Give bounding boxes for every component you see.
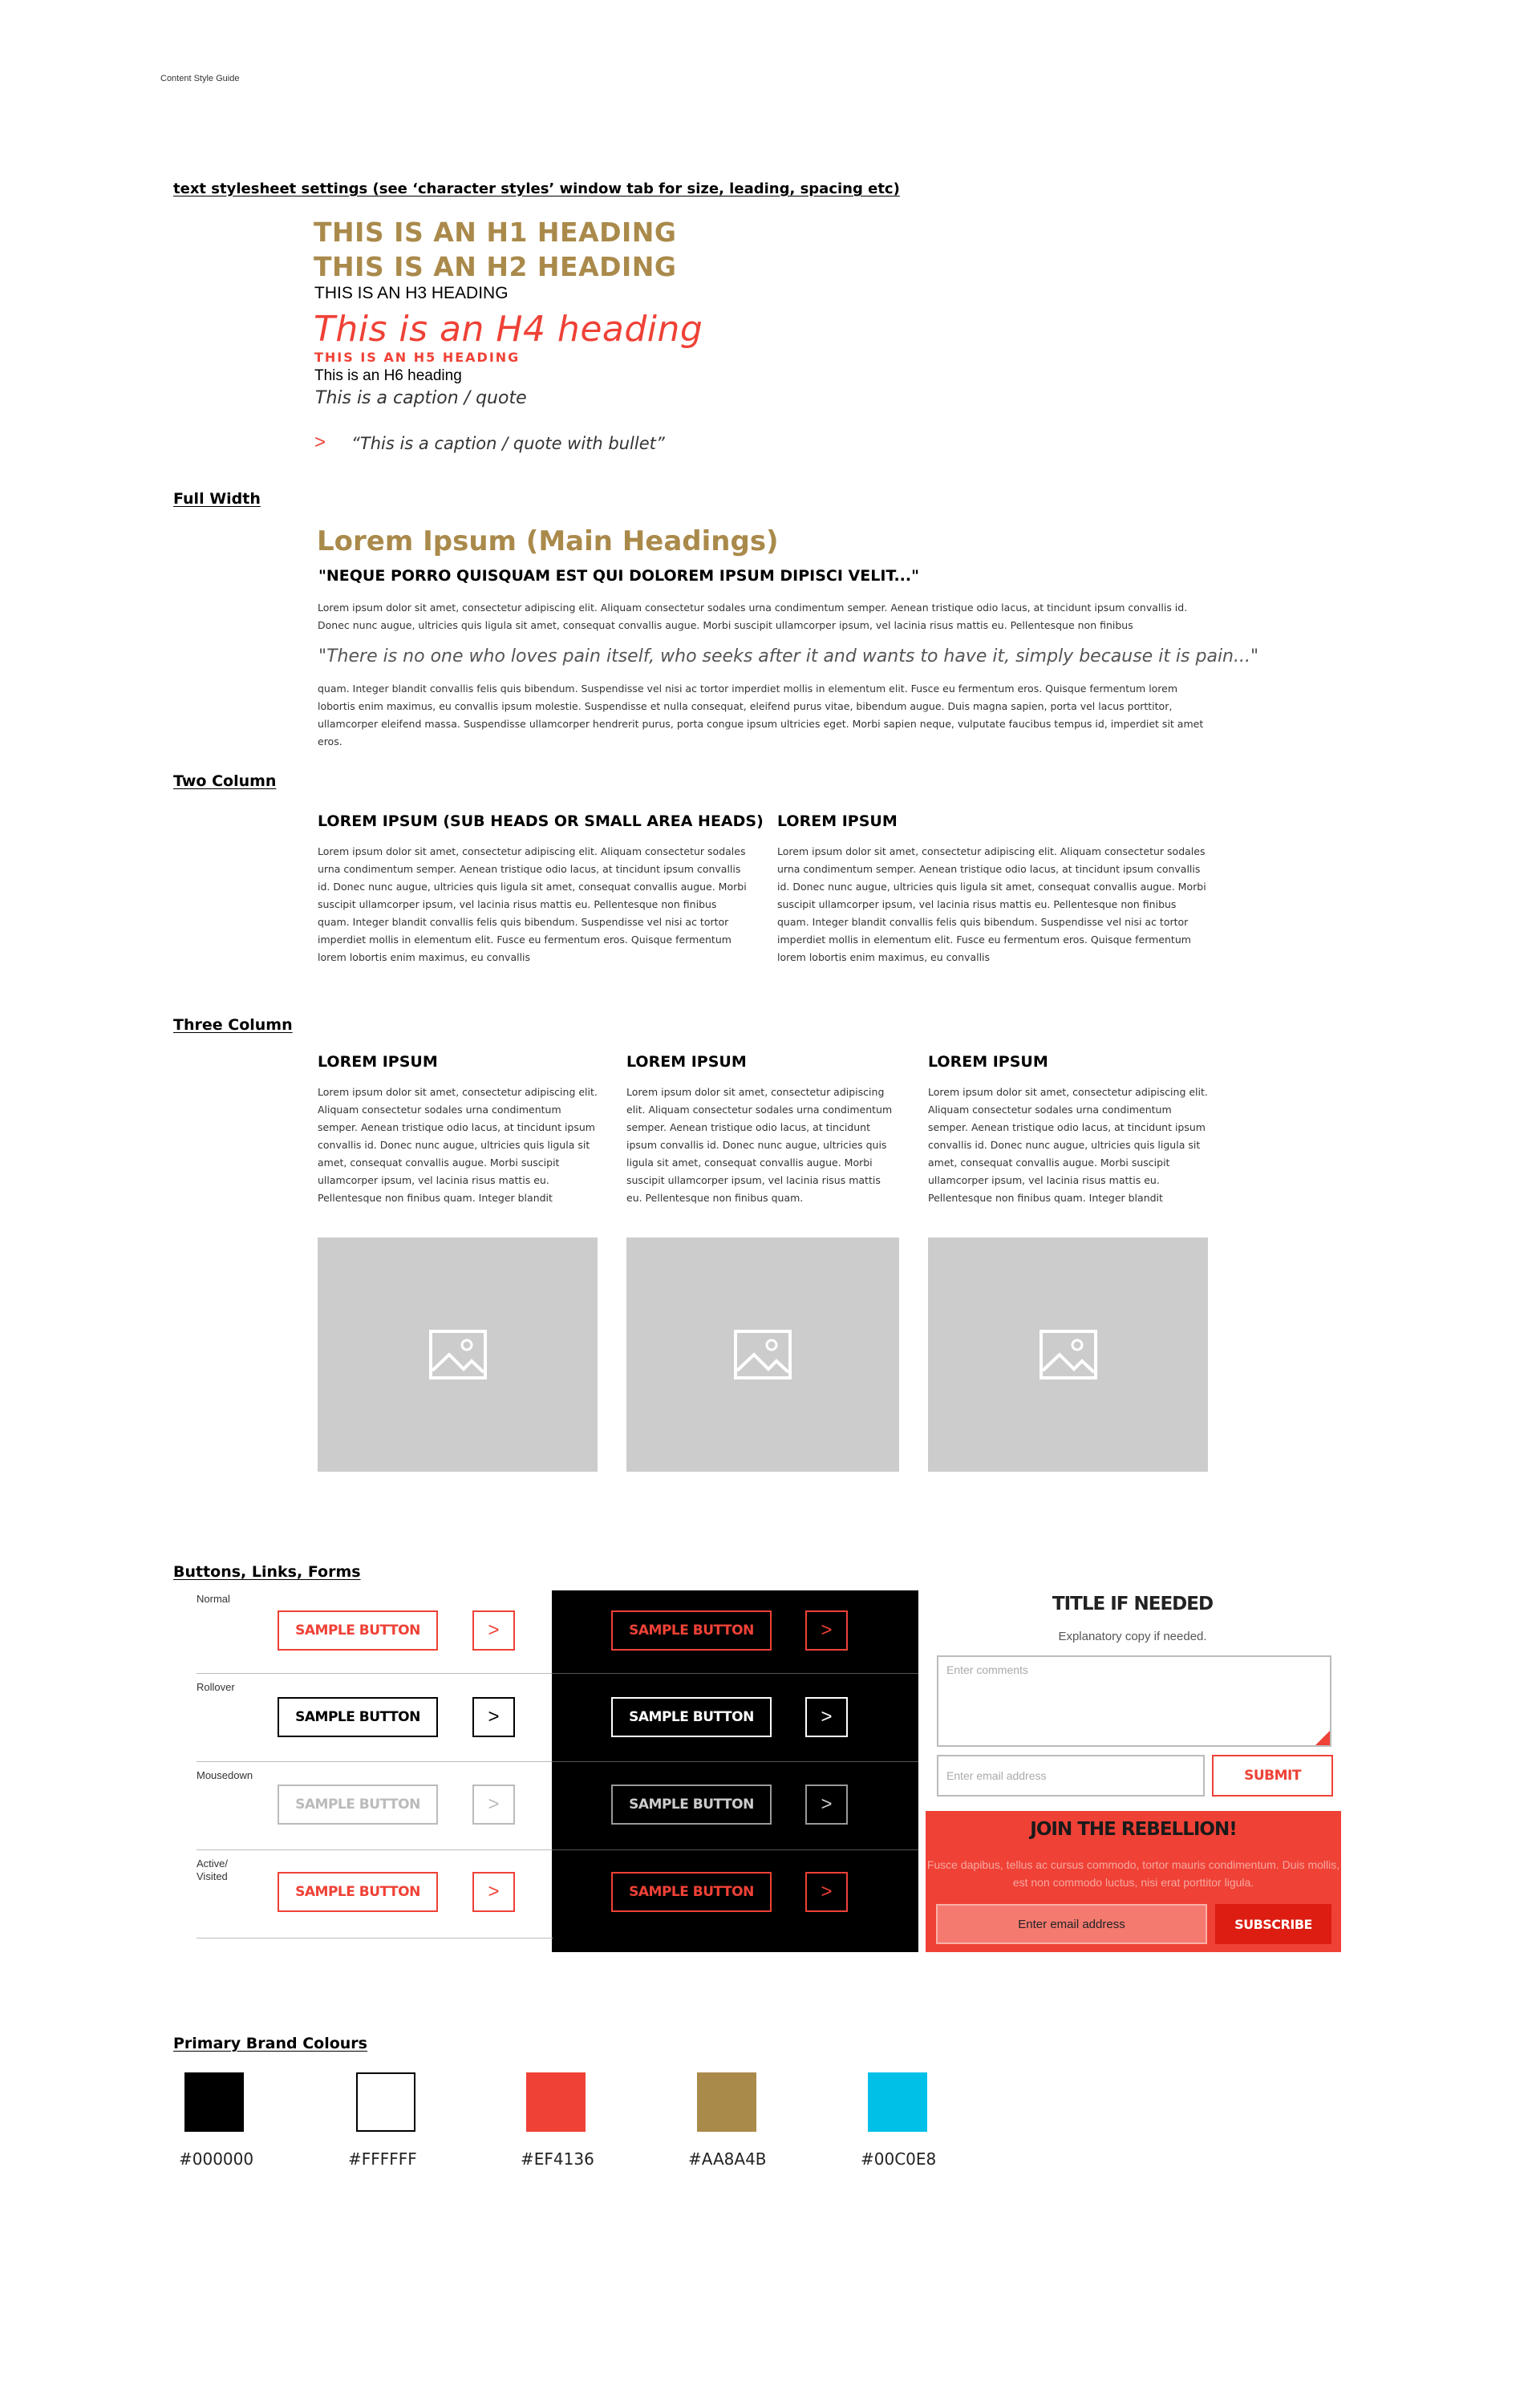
caption-sample: This is a caption / quote xyxy=(315,388,527,408)
sub-quote: "NEQUE PORRO QUISQUAM EST QUI DOLOREM IPSUM DIPISCI VELIT..." xyxy=(318,567,920,585)
column-text: Lorem ipsum dolor sit amet, consectetur adipiscing elit. Aliquam consectetur sodales urna condimentum semper. Aenean tristique odio lacus, at tincidunt ipsum convallis id. Donec nunc augue, ultricies quis ligula sit amet, consequat convallis augue. Morbi suscipit ullamcorper ipsum, vel lacinia risus mattis eu. Pellentesque non finibus quam. xyxy=(626,1086,893,1204)
comments-textarea[interactable] xyxy=(937,1655,1331,1747)
image-placeholder xyxy=(318,1238,598,1472)
email-field[interactable] xyxy=(937,1755,1205,1797)
swatch-label: #000000 xyxy=(179,2149,254,2169)
swatch-white xyxy=(356,2072,415,2132)
main-heading: Lorem Ipsum (Main Headings) xyxy=(317,525,779,557)
divider xyxy=(552,1673,918,1674)
sample-button-mousedown[interactable]: SAMPLE BUTTON xyxy=(278,1784,438,1825)
arrow-button-normal[interactable]: > xyxy=(472,1610,515,1651)
arrow-button-dark-rollover[interactable]: > xyxy=(805,1697,848,1737)
submit-button[interactable]: SUBMIT xyxy=(1212,1755,1333,1797)
image-placeholder-icon xyxy=(428,1329,488,1380)
swatch-label: #EF4136 xyxy=(521,2149,594,2169)
state-label-active: Active/ Visited xyxy=(197,1857,229,1882)
swatch-label: #FFFFFF xyxy=(348,2149,417,2169)
h6-sample: This is an H6 heading xyxy=(314,367,462,384)
swatch-gold xyxy=(697,2072,756,2132)
section-label-two-column: Two Column xyxy=(173,772,277,790)
section-label-brand-colours: Primary Brand Colours xyxy=(173,2035,367,2052)
image-placeholder-icon xyxy=(1039,1329,1098,1380)
h1-sample: THIS IS AN H1 HEADING xyxy=(314,217,677,248)
state-label-mousedown: Mousedown xyxy=(197,1769,253,1781)
arrow-button-dark-normal[interactable]: > xyxy=(805,1610,848,1651)
newsletter-title: JOIN THE REBELLION! xyxy=(1030,1819,1237,1840)
guide-title: Content Style Guide xyxy=(160,74,240,83)
bullet-chevron-icon: > xyxy=(314,431,326,453)
h4-sample: This is an H4 heading xyxy=(314,309,703,350)
image-placeholder-icon xyxy=(733,1329,792,1380)
sample-button-dark-rollover[interactable]: SAMPLE BUTTON xyxy=(611,1697,772,1737)
sample-button-active[interactable]: SAMPLE BUTTON xyxy=(278,1872,438,1912)
h3-sample: THIS IS AN H3 HEADING xyxy=(314,284,509,302)
form-copy: Explanatory copy if needed. xyxy=(1058,1630,1207,1643)
swatch-black xyxy=(184,2072,244,2132)
state-label-rollover: Rollover xyxy=(197,1681,235,1693)
divider xyxy=(197,1673,553,1674)
swatch-cyan xyxy=(868,2072,927,2132)
image-placeholder xyxy=(626,1238,899,1472)
image-placeholder xyxy=(928,1238,1208,1472)
comments-placeholder: Enter comments xyxy=(946,1663,1028,1676)
column-heading: LOREM IPSUM xyxy=(777,812,898,830)
column-text: Lorem ipsum dolor sit amet, consectetur adipiscing elit. Aliquam consectetur sodales urna condimentum semper. Aenean tristique odio lacus, at tincidunt ipsum convallis id. Donec nunc augue, ultricies quis ligula sit amet, consequat convallis augue. Morbi suscipit ullamcorper ipsum, vel lacinia risus mattis eu. Pellentesque non finibus quam. Integer blandit convallis felis quis bibendum. Suspendisse vel nisi ac tortor imperdiet mollis in elementum elit. Fusce eu fermentum eros. Quisque fermentum lorem lobortis enim maximus, eu convallis xyxy=(318,845,747,963)
sample-button-normal[interactable]: SAMPLE BUTTON xyxy=(278,1610,438,1651)
h2-sample: THIS IS AN H2 HEADING xyxy=(314,251,677,282)
column-heading: LOREM IPSUM xyxy=(626,1053,747,1071)
form-title: TITLE IF NEEDED xyxy=(1052,1594,1214,1614)
divider xyxy=(552,1849,918,1850)
newsletter-email-placeholder: Enter email address xyxy=(1018,1917,1125,1931)
divider xyxy=(197,1761,553,1762)
sample-button-dark-active[interactable]: SAMPLE BUTTON xyxy=(611,1872,772,1912)
state-label-normal: Normal xyxy=(197,1593,230,1605)
body-paragraph: quam. Integer blandit convallis felis quis bibendum. Suspendisse vel nisi ac tortor imperdiet mollis in elementum elit. Fusce eu fermentum eros. Quisque fermentum lorem lobortis enim maximus, eu convallis ipsum molestie. Suspendisse et nulla consequat, eleifend purus vitae, bibendum augue. Duis magna sapien, porta vel lacus porttitor, ullamcorper eleifend massa. Suspendisse ullamcorper hendrerit purus, porta congue ipsum ultricies eget. Morbi sapien neque, vulputate faucibus tempus id, imperdiet sit amet eros. xyxy=(318,683,1204,747)
body-paragraph: Lorem ipsum dolor sit amet, consectetur adipiscing elit. Aliquam consectetur sodales urna condimentum semper. Aenean tristique odio lacus, at tincidunt ipsum convallis id. Donec nunc augue, ultricies quis ligula sit amet, consequat convallis augue. Morbi suscipit ullamcorper ipsum, vel lacinia risus mattis eu. Pellentesque non finibus xyxy=(318,602,1188,631)
arrow-button-mousedown[interactable]: > xyxy=(472,1784,515,1825)
h5-sample: THIS IS AN H5 HEADING xyxy=(314,350,521,365)
column-text: Lorem ipsum dolor sit amet, consectetur adipiscing elit. Aliquam consectetur sodales urna condimentum semper. Aenean tristique odio lacus, at tincidunt ipsum convallis id. Donec nunc augue, ultricies quis ligula sit amet, consequat convallis augue. Morbi suscipit ullamcorper ipsum, vel lacinia risus mattis eu. Pellentesque non finibus quam. Integer blandit xyxy=(318,1086,598,1204)
column-heading: LOREM IPSUM xyxy=(318,1053,438,1071)
divider xyxy=(552,1761,918,1762)
arrow-button-dark-mousedown[interactable]: > xyxy=(805,1784,848,1825)
column-text: Lorem ipsum dolor sit amet, consectetur adipiscing elit. Aliquam consectetur sodales urna condimentum semper. Aenean tristique odio lacus, at tincidunt ipsum convallis id. Donec nunc augue, ultricies quis ligula sit amet, consequat convallis augue. Morbi suscipit ullamcorper ipsum, vel lacinia risus mattis eu. Pellentesque non finibus quam. Integer blandit convallis felis quis bibendum. Suspendisse vel nisi ac tortor imperdiet mollis in elementum elit. Fusce eu fermentum eros. Quisque fermentum lorem lobortis enim maximus, eu convallis xyxy=(777,845,1206,963)
subscribe-button[interactable]: SUBSCRIBE xyxy=(1215,1904,1331,1944)
swatch-label: #AA8A4B xyxy=(688,2149,767,2169)
arrow-button-active[interactable]: > xyxy=(472,1872,515,1912)
divider xyxy=(197,1849,553,1850)
stylesheet-heading: text stylesheet settings (see ‘character styles’ window tab for size, leading, spacing etc) xyxy=(173,180,900,197)
arrow-button-dark-active[interactable]: > xyxy=(805,1872,848,1912)
newsletter-email-field[interactable] xyxy=(936,1904,1207,1944)
swatch-red xyxy=(526,2072,586,2132)
newsletter-box xyxy=(926,1811,1341,1952)
email-placeholder: Enter email address xyxy=(946,1769,1047,1782)
swatch-label: #00C0E8 xyxy=(861,2149,937,2169)
column-heading: LOREM IPSUM xyxy=(928,1053,1048,1071)
bullet-caption-sample: “This is a caption / quote with bullet” xyxy=(351,434,665,453)
section-label-three-column: Three Column xyxy=(173,1016,293,1034)
arrow-button-rollover[interactable]: > xyxy=(472,1697,515,1737)
section-label-full-width: Full Width xyxy=(173,490,261,508)
sample-button-dark-mousedown[interactable]: SAMPLE BUTTON xyxy=(611,1784,772,1825)
sample-button-rollover[interactable]: SAMPLE BUTTON xyxy=(278,1697,438,1737)
newsletter-copy: Fusce dapibus, tellus ac cursus commodo, tortor mauris condimentum. Duis mollis, est non commodo luctus, nisi erat porttitor ligula. xyxy=(926,1858,1340,1889)
column-text: Lorem ipsum dolor sit amet, consectetur adipiscing elit. Aliquam consectetur sodales urna condimentum semper. Aenean tristique odio lacus, at tincidunt ipsum convallis id. Donec nunc augue, ultricies quis ligula sit amet, consequat convallis augue. Morbi suscipit ullamcorper ipsum, vel lacinia risus mattis eu. Pellentesque non finibus quam. Integer blandit xyxy=(928,1086,1208,1204)
sample-button-dark-normal[interactable]: SAMPLE BUTTON xyxy=(611,1610,772,1651)
section-label-buttons: Buttons, Links, Forms xyxy=(173,1563,361,1581)
pull-quote: "There is no one who loves pain itself, who seeks after it and wants to have it, simply because it is pain..." xyxy=(318,646,1259,666)
resize-handle-icon[interactable] xyxy=(1315,1731,1330,1745)
column-heading: LOREM IPSUM (SUB HEADS OR SMALL AREA HEADS) xyxy=(318,812,764,830)
